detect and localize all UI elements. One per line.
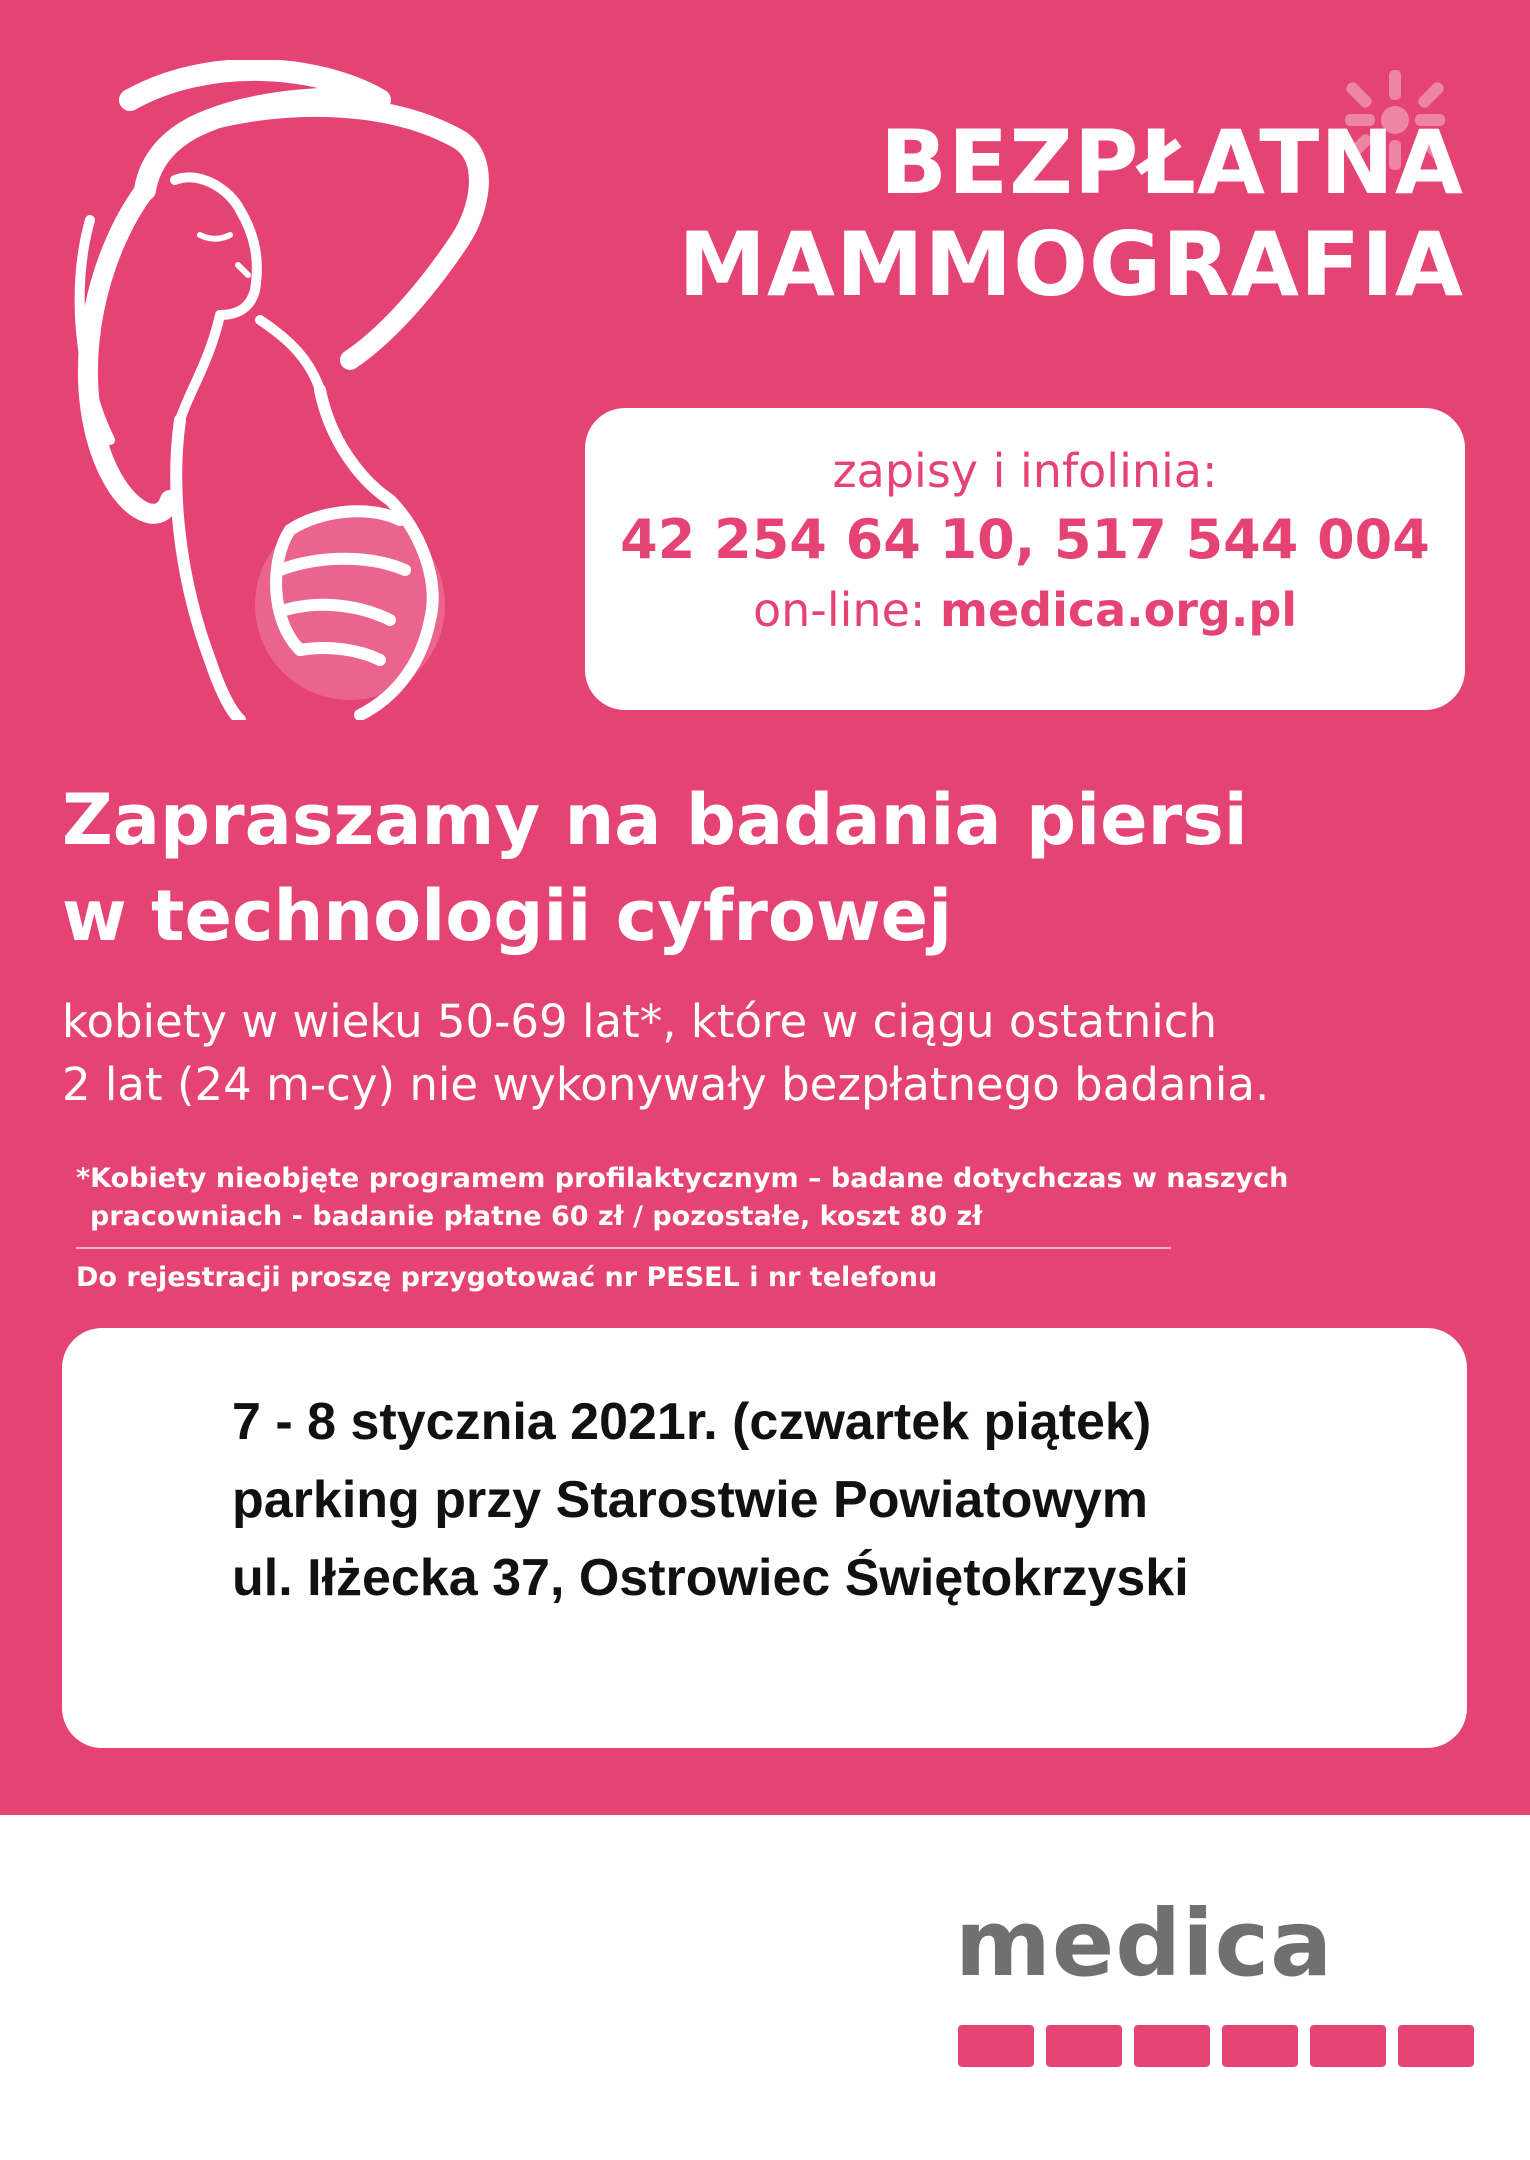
eligibility-text xyxy=(62,990,1482,1116)
footnote-line-2: pracowniach - badanie płatne 60 zł / pozostałe, koszt 80 zł xyxy=(90,1201,983,1232)
logo-square xyxy=(1046,2025,1122,2067)
logo-square xyxy=(1222,2025,1298,2067)
medica-logo-text: medica xyxy=(955,1890,1334,1997)
divider xyxy=(76,1247,1171,1249)
contact-phones[interactable]: 42 254 64 10, 517 544 004 xyxy=(620,508,1430,571)
invite-line-2: w technologii cyfrowej xyxy=(62,875,953,957)
title-line-2: MAMMOGRAFIA xyxy=(678,213,1464,316)
eligibility-line-1: kobiety w wieku 50-69 lat*, które w ciągu ostatnich xyxy=(62,995,1217,1048)
invite-line-1: Zapraszamy na badania piersi xyxy=(62,779,1248,861)
contact-box xyxy=(585,408,1465,710)
invite-heading xyxy=(62,772,1482,964)
online-prefix: on-line: xyxy=(752,583,926,637)
logo-square xyxy=(1398,2025,1474,2067)
poster-title xyxy=(564,112,1464,316)
event-box xyxy=(62,1328,1467,1748)
event-address: ul. Iłżecka 37, Ostrowiec Świętokrzyski xyxy=(232,1549,1189,1607)
registration-note: Do rejestracji proszę przygotować nr PESEL i nr telefonu xyxy=(76,1262,938,1293)
footnote xyxy=(76,1160,1289,1236)
logo-square xyxy=(958,2025,1034,2067)
footnote-line-1: *Kobiety nieobjęte programem profilaktycznym – badane dotychczas w naszych xyxy=(76,1163,1289,1194)
eligibility-line-2: 2 lat (24 m-cy) nie wykonywały bezpłatnego badania. xyxy=(62,1058,1270,1111)
event-place: parking przy Starostwie Powiatowym xyxy=(232,1471,1148,1529)
logo-square xyxy=(1310,2025,1386,2067)
contact-label: zapisy i infolinia: xyxy=(832,444,1218,498)
contact-online xyxy=(585,583,1465,637)
title-line-1: BEZPŁATNA xyxy=(879,111,1464,214)
logo-square xyxy=(1134,2025,1210,2067)
woman-illustration-icon xyxy=(60,60,520,720)
event-date: 7 - 8 stycznia 2021r. (czwartek piątek) xyxy=(232,1393,1152,1451)
online-url-link[interactable]: medica.org.pl xyxy=(940,583,1298,637)
event-details xyxy=(232,1383,1189,1617)
medica-logo-squares-icon xyxy=(958,2025,1474,2067)
